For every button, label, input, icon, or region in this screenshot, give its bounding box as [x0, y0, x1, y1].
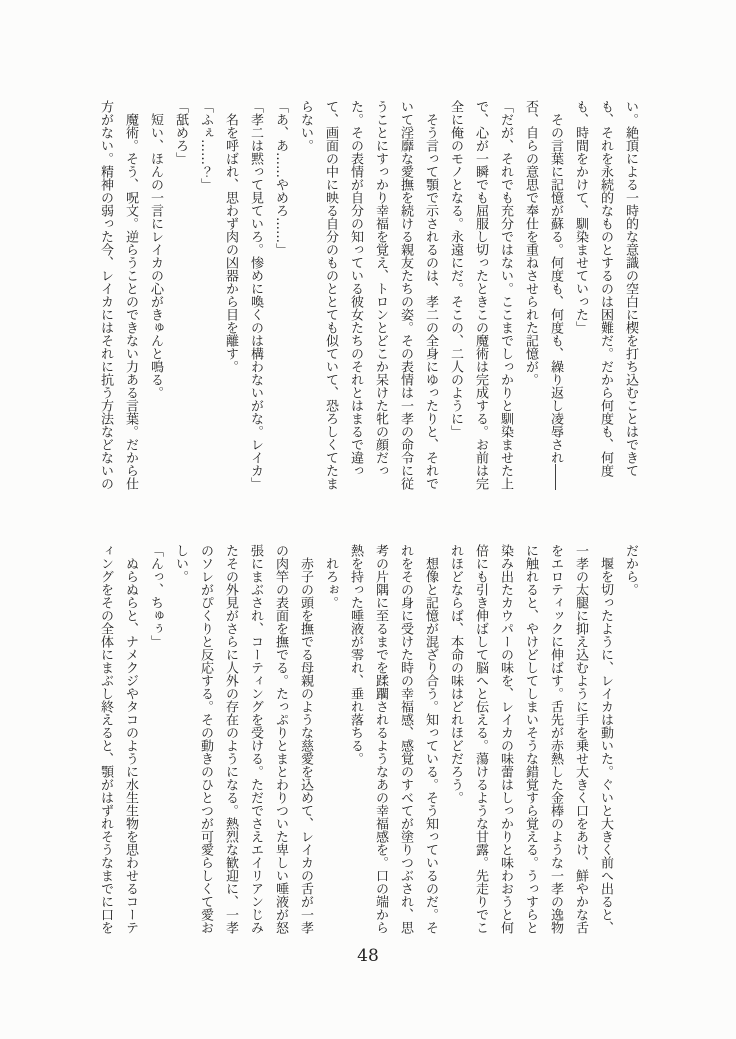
paragraph: その言葉に記憶が蘇る。何度も、何度も、繰り返し凌辱され――否、自らの意思で奉仕を重ねさせられた記憶が。: [523, 100, 563, 490]
paragraph: 「あ、あ……やめろ……」: [273, 100, 288, 256]
paragraph: 「だが、それでも充分ではない。ここまでしっかりと馴染ませた上で、心が一瞬でも屈服し切ったときこの魔術は完成する。お前は完全に俺のモノとなる。永遠にだ。そこの、二人のように」: [448, 100, 513, 490]
paragraph: 名を呼ばれ、思わず肉の凶器から目を離す。: [223, 113, 238, 373]
paragraph: 「舐めろ」: [173, 100, 188, 165]
paragraph: 「孝二は黙って見ていろ。惨めに喚くのは構わないがな。レイカ」: [248, 100, 263, 490]
paragraph: 堰を切ったように、レイカは動いた。ぐいと大きく前へ出ると、一孝の太腿に抑え込むように手を乗せ大きく口をあけ、鮮やかな舌をエロティックに伸ばす。舌先が赤熱した金棒のような一孝の逸物に触れると、やけどしてしまいそうな錯覚すら覚える。うっすらと染み出たカウパーの味を、レイカの味蕾はしっかりと味わおうと何倍にも引き伸ばして脳へと伝える。蕩けるような甘露。先走りでこれほどならば、本命の味はどれほどだろう。: [448, 544, 613, 934]
paragraph: い。絶頂による一時的な意識の空白に楔を打ち込むことはできても、それを永続的なものとするのは困難だ。だから何度も、何度も、時間をかけて、馴染ませていった」: [573, 100, 638, 477]
paragraph: そう言って顎で示されるのは、孝二の全身にゆったりと、それでいて淫靡な愛撫を続ける親友たちの姿。その表情は一孝の命令に従うことにすっかり幸福を覚え、トロンとどこか呆けた牝の顔だった。その表情が自分の知っている彼女たちのそれとはまるで違って、画面の中に映る自分のものととても似ていて、恐ろしくてたまらない。: [298, 100, 438, 490]
text-block-top: [93, 100, 643, 490]
paragraph: れろぉ。: [323, 557, 338, 609]
page-number: 48: [357, 946, 379, 966]
paragraph: ぬらぬらと、ナメクジやタコのように水生生物を思わせるコーティングをその全体にまぶし終えると、顎がはずれそうなまでに口を: [98, 544, 138, 934]
paragraph: 「んっ、ちゅぅ」: [148, 544, 163, 648]
paragraph: 短い、ほんの一言にレイカの心がきゅんと鳴る。: [148, 113, 163, 399]
paragraph: 赤子の頭を撫でる母親のような慈愛を込めて、レイカの舌が一孝の肉竿の表面を撫でる。たっぷりとまとわりついた卑しい唾液が怒張にまぶされ、コーティングを受ける。ただでさえエイリアンじみたその外見がさらに人外の存在のようになる。熱烈な歓迎に、一孝のソレがぴくりと反応する。その動きのひとつが可愛らしくて愛おしい。: [173, 544, 313, 934]
paragraph: だから。: [623, 544, 638, 596]
text-block-bottom: [93, 544, 643, 934]
paragraph: 想像と記憶が混ざり合う。知っている。そう知っているのだ。それをその身に受けた時の幸福感、感覚のすべてが塗りつぶされ、思考の片隅に至るまでを蹂躙されるようなあの幸福感を。口の端から熱を持った唾液が零れ、垂れ落ちる。: [348, 544, 438, 934]
paragraph: 「ふぇ……？」: [198, 100, 213, 191]
paragraph: 魔術。そう、呪文。逆らうことのできない力ある言葉。だから仕方がない。精神の弱った今、レイカにはそれに抗う方法などないの: [98, 100, 138, 490]
